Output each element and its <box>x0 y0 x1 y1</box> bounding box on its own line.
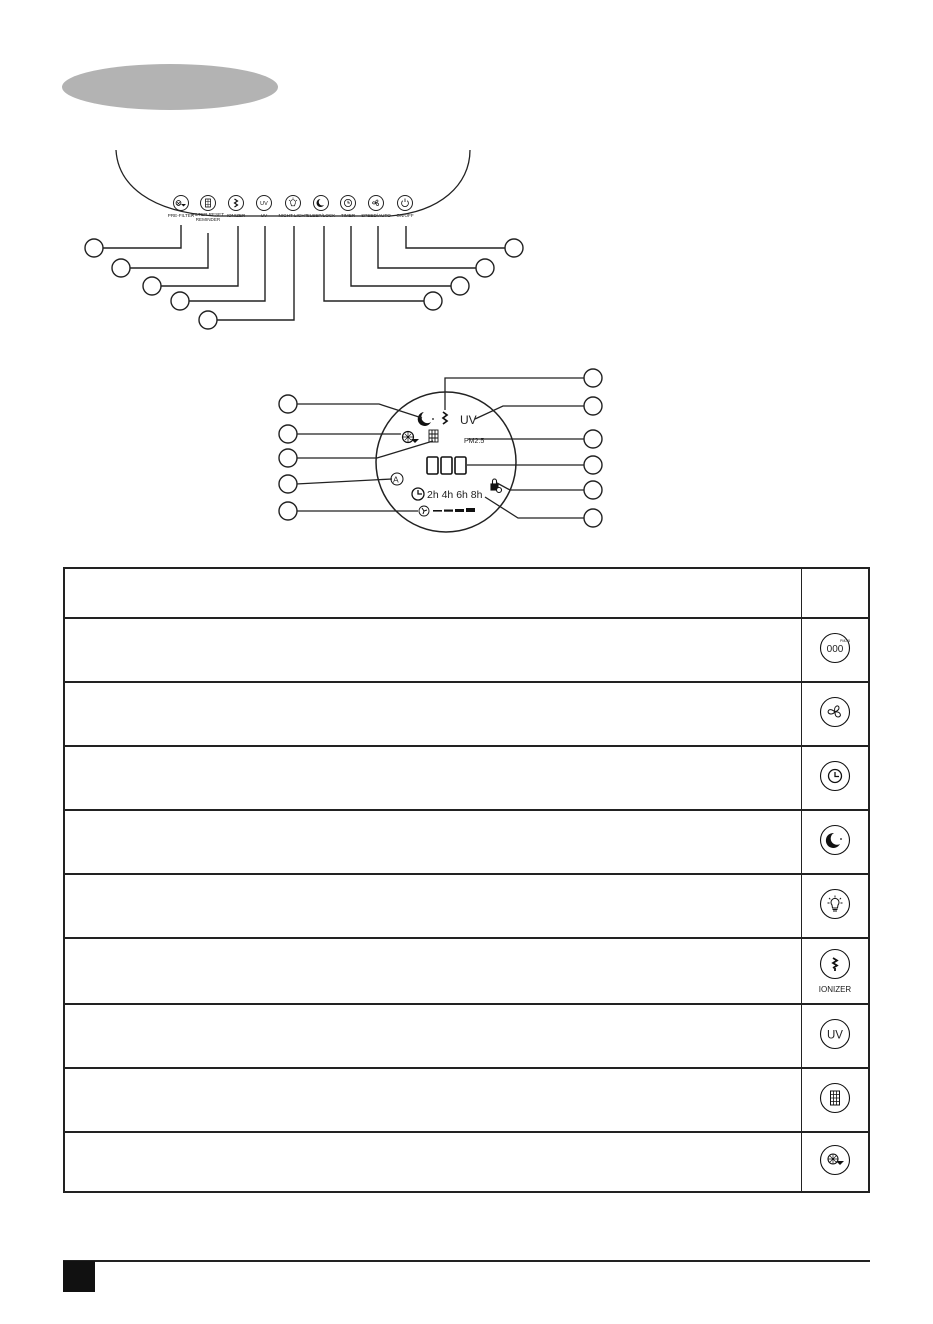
control-button-on-off[interactable] <box>396 196 414 219</box>
table-row <box>64 810 869 874</box>
footer-rule <box>63 1260 870 1262</box>
description-cell <box>64 810 802 874</box>
callout-marker <box>112 259 130 277</box>
description-cell <box>64 682 802 746</box>
callout-marker <box>279 449 297 467</box>
ionizer-icon <box>819 948 851 980</box>
timer-icon <box>819 760 851 792</box>
header-description-cell <box>64 568 802 618</box>
svg-text:UV: UV <box>260 201 268 207</box>
control-button-label: UV <box>260 213 268 218</box>
callout-marker <box>584 430 602 448</box>
control-button-speed-auto[interactable] <box>361 196 391 219</box>
uv-icon-text: UV <box>827 1029 843 1041</box>
control-button-night-light[interactable] <box>278 196 307 219</box>
uv-icon <box>819 1018 851 1050</box>
night-light-icon <box>819 888 851 920</box>
description-cell <box>64 618 802 682</box>
callout-marker <box>451 277 469 295</box>
description-cell <box>64 938 802 1004</box>
control-button-ionizer[interactable] <box>227 196 246 219</box>
digit-display <box>427 457 466 474</box>
description-cell <box>64 874 802 938</box>
callout-marker <box>279 395 297 413</box>
icon-cell <box>802 1004 870 1068</box>
prefilter-icon <box>403 432 420 444</box>
timer-options: 2h 4h 6h 8h <box>427 489 483 501</box>
ionizer-caption: IONIZER <box>818 985 852 994</box>
table-row <box>64 1132 869 1192</box>
device-diagram <box>0 0 933 560</box>
callout-marker <box>85 239 103 257</box>
callout-marker <box>199 311 217 329</box>
description-cell <box>64 1068 802 1132</box>
control-button-label: SLEEP/LOCK <box>306 213 336 218</box>
control-button-label: ON/OFF <box>396 213 414 218</box>
control-button-filter-reset-reminder[interactable] <box>192 196 224 223</box>
prefilter-icon <box>819 1144 851 1176</box>
icon-cell <box>802 810 870 874</box>
callout-marker <box>143 277 161 295</box>
callout-marker <box>584 397 602 415</box>
fan-icon <box>819 696 851 728</box>
control-button-label: FILTER RESET REMINDER <box>191 212 225 222</box>
button-callout-markers <box>85 239 523 329</box>
control-buttons <box>168 196 414 223</box>
pm25-display-icon <box>819 632 851 664</box>
control-button-timer[interactable] <box>341 196 356 219</box>
callout-marker <box>505 239 523 257</box>
pm25-label: PM2.5 <box>464 438 485 445</box>
control-button-pre-filter[interactable] <box>168 196 195 219</box>
uv-icon <box>260 201 268 207</box>
ionizer-icon <box>443 412 447 424</box>
table-row <box>64 1004 869 1068</box>
callout-marker <box>476 259 494 277</box>
callout-marker <box>279 502 297 520</box>
sleep-icon <box>418 412 431 426</box>
pm25-icon-digits: 000 <box>826 643 844 655</box>
icon-cell <box>802 1132 870 1192</box>
table-row <box>64 746 869 810</box>
control-button-label: PRE-FILTER <box>167 213 195 218</box>
page-number-box <box>63 1261 95 1292</box>
sleep-icon <box>819 824 851 856</box>
callout-marker <box>584 481 602 499</box>
description-cell <box>64 1004 802 1068</box>
icon-cell <box>802 874 870 938</box>
button-callouts <box>103 225 505 320</box>
icon-cell <box>802 682 870 746</box>
callout-marker <box>424 292 442 310</box>
control-button-label: TIMER <box>340 213 356 218</box>
lock-icon <box>491 479 502 493</box>
icon-legend-table <box>63 567 870 1193</box>
callout-marker <box>279 425 297 443</box>
filter-icon <box>429 430 438 442</box>
table-header-row <box>64 568 869 618</box>
pm25-icon-label: PM2.5 <box>840 638 851 643</box>
timer-icon <box>412 488 424 500</box>
callout-marker <box>584 456 602 474</box>
control-button-label: SPEED/AUTO <box>361 213 391 218</box>
header-icon-cell <box>802 568 870 618</box>
table-row <box>64 1068 869 1132</box>
filter-icon <box>819 1082 851 1114</box>
callout-marker <box>171 292 189 310</box>
icon-cell <box>802 1068 870 1132</box>
fan-speed-indicator <box>419 506 475 516</box>
icon-cell <box>802 618 870 682</box>
auto-label: A <box>393 474 399 485</box>
description-cell <box>64 746 802 810</box>
description-cell <box>64 1132 802 1192</box>
callout-marker <box>584 369 602 387</box>
control-button-sleep-lock[interactable] <box>307 196 337 219</box>
uv-indicator: UV <box>460 413 477 427</box>
control-button-label: NIGHT LIGHT <box>278 213 308 218</box>
table-row <box>64 682 869 746</box>
table-row <box>64 938 869 1004</box>
table-row <box>64 618 869 682</box>
table-row <box>64 874 869 938</box>
icon-cell <box>802 938 870 1004</box>
callout-marker <box>279 475 297 493</box>
control-button-label: IONIZER <box>226 213 246 218</box>
callout-marker <box>584 509 602 527</box>
icon-cell <box>802 746 870 810</box>
control-button-uv[interactable] <box>257 196 272 219</box>
